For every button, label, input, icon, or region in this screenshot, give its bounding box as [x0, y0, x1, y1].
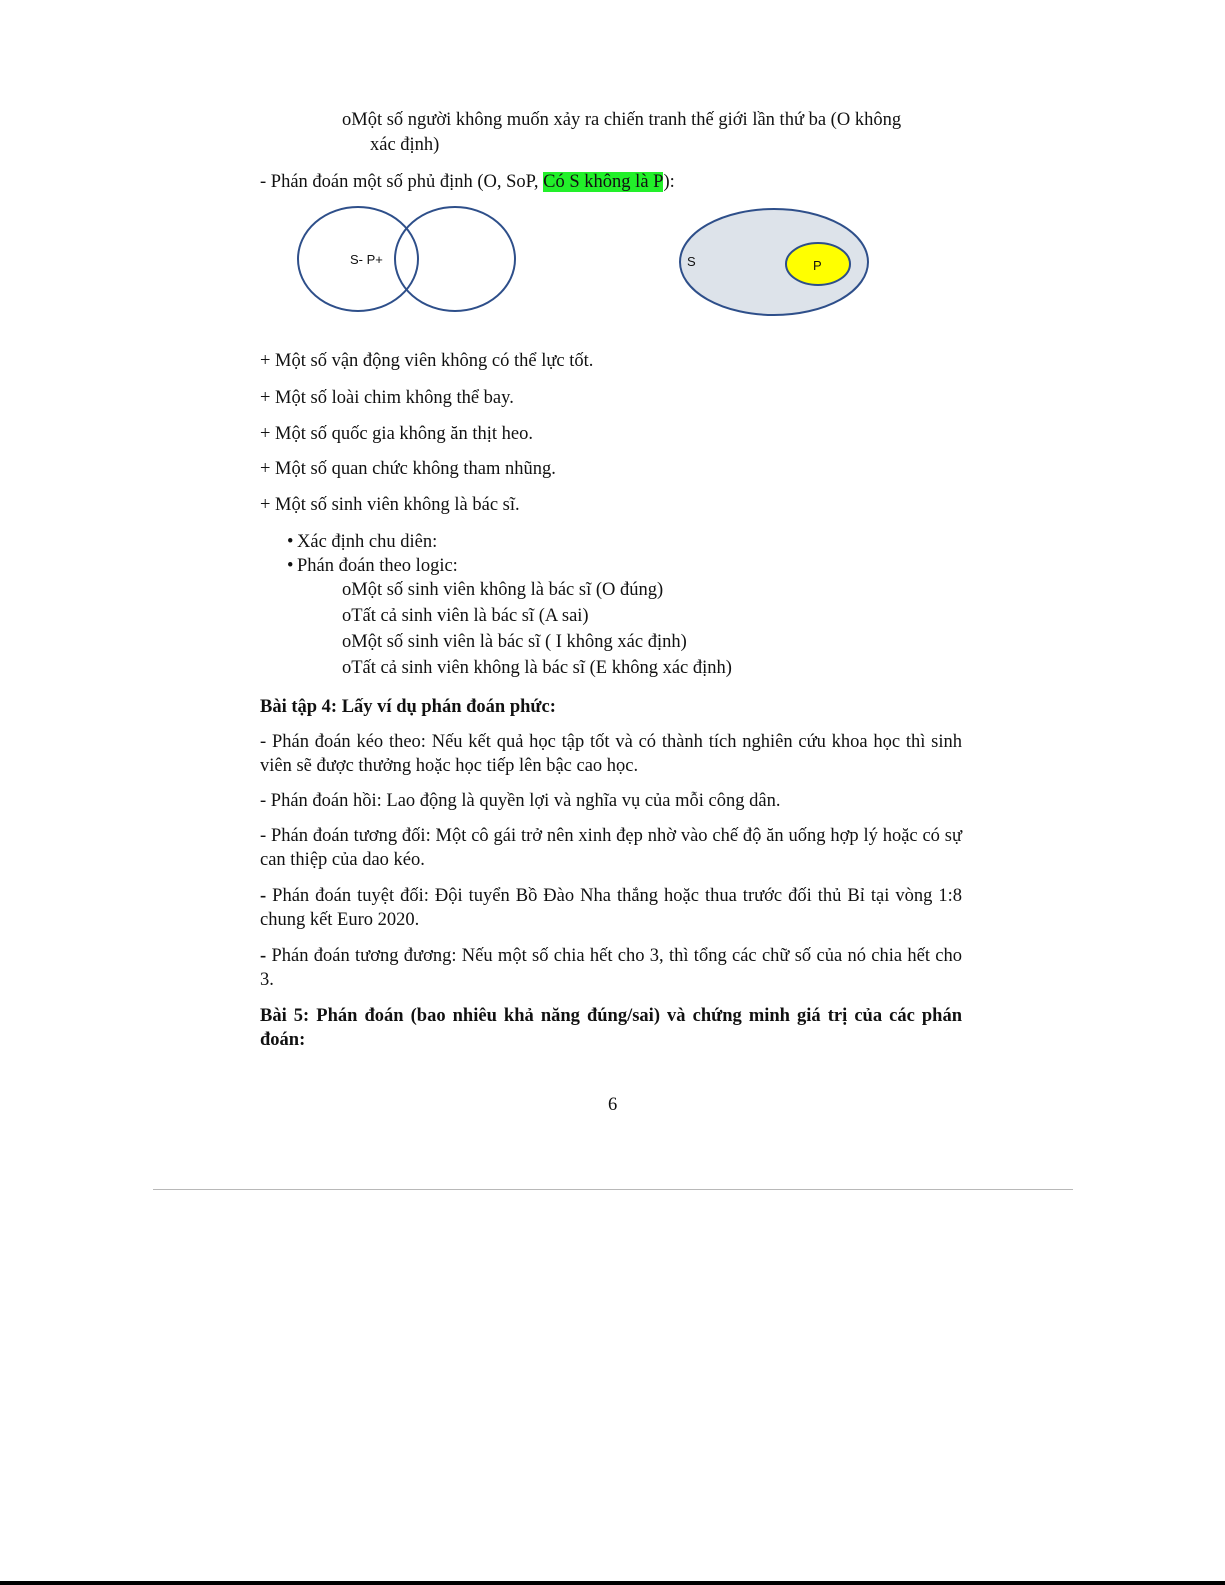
page-number: 6	[608, 1095, 618, 1115]
bottom-edge-bar	[0, 1581, 1225, 1585]
exercise4-p1: - Phán đoán kéo theo: Nếu kết quả học tập tốt và có thành tích nghiên cứu khoa học thì sinh viên sẽ được thưởng hoặc học tiếp lên bậc cao học.	[260, 732, 962, 776]
circle-bullet-icon: o	[342, 632, 352, 652]
exercise4-p4: - Phán đoán tuyệt đối: Đội tuyển Bồ Đào Nha thắng hoặc thua trước đối thủ Bỉ tại vòng 1:8 chung kết Euro 2020.	[260, 886, 962, 930]
logic-item: oTất cả sinh viên không là bác sĩ (E không xác định)	[342, 658, 732, 678]
o-judgment-heading: - Phán đoán một số phủ định (O, SoP, Có S không là P):	[260, 172, 675, 192]
page-divider	[153, 1189, 1073, 1190]
bullet-item: • Phán đoán theo logic:	[287, 556, 458, 576]
circle-bullet-icon: o	[342, 658, 352, 678]
example-5: + Một số sinh viên không là bác sĩ.	[260, 495, 520, 515]
circle-p	[395, 207, 515, 311]
logic-item: oTất cả sinh viên là bác sĩ (A sai)	[342, 606, 589, 626]
exercise5-heading: Bài 5: Phán đoán (bao nhiêu khả năng đúng/sai) và chứng minh giá trị của các phán đoán:	[260, 1006, 962, 1050]
example-3: + Một số quốc gia không ăn thịt heo.	[260, 424, 534, 444]
label-s: S	[687, 254, 696, 269]
logic-item: oMột số sinh viên là bác sĩ ( I không xác định)	[342, 632, 687, 652]
bullet-dot-icon: •	[287, 532, 294, 552]
label-p: P	[813, 258, 822, 273]
exercise4-p3: - Phán đoán tương đối: Một cô gái trở nên xinh đẹp nhờ vào chế độ ăn uống hợp lý hoặc có sự can thiệp của dao kéo.	[260, 826, 962, 870]
top-item-line1: oMột số người không muốn xảy ra chiến tranh thế giới lần thứ ba (O không	[342, 110, 902, 130]
example-2: + Một số loài chim không thể bay.	[260, 388, 514, 408]
venn-diagram-inclusion	[675, 204, 875, 322]
exercise4-p5: - Phán đoán tương đương: Nếu một số chia hết cho 3, thì tổng các chữ số của nó chia hết cho 3.	[260, 946, 962, 990]
bullet-item: • Xác định chu diên:	[287, 532, 438, 552]
highlighted-text: Có S không là P	[543, 172, 664, 192]
example-1: + Một số vận động viên không có thể lực tốt.	[260, 351, 594, 371]
venn-diagram-overlap	[290, 200, 530, 320]
circle-bullet-icon: o	[342, 580, 352, 600]
example-4: + Một số quan chức không tham nhũng.	[260, 459, 556, 479]
exercise4-heading: Bài tập 4: Lấy ví dụ phán đoán phức:	[260, 697, 556, 717]
venn-label: S- P+	[350, 252, 383, 267]
circle-bullet-icon: o	[342, 110, 352, 130]
circle-bullet-icon: o	[342, 606, 352, 626]
bullet-dot-icon: •	[287, 556, 294, 576]
logic-item: oMột số sinh viên không là bác sĩ (O đúng)	[342, 580, 664, 600]
top-item-line2: xác định)	[370, 135, 440, 155]
exercise4-p2: - Phán đoán hồi: Lao động là quyền lợi và nghĩa vụ của mỗi công dân.	[260, 791, 781, 811]
